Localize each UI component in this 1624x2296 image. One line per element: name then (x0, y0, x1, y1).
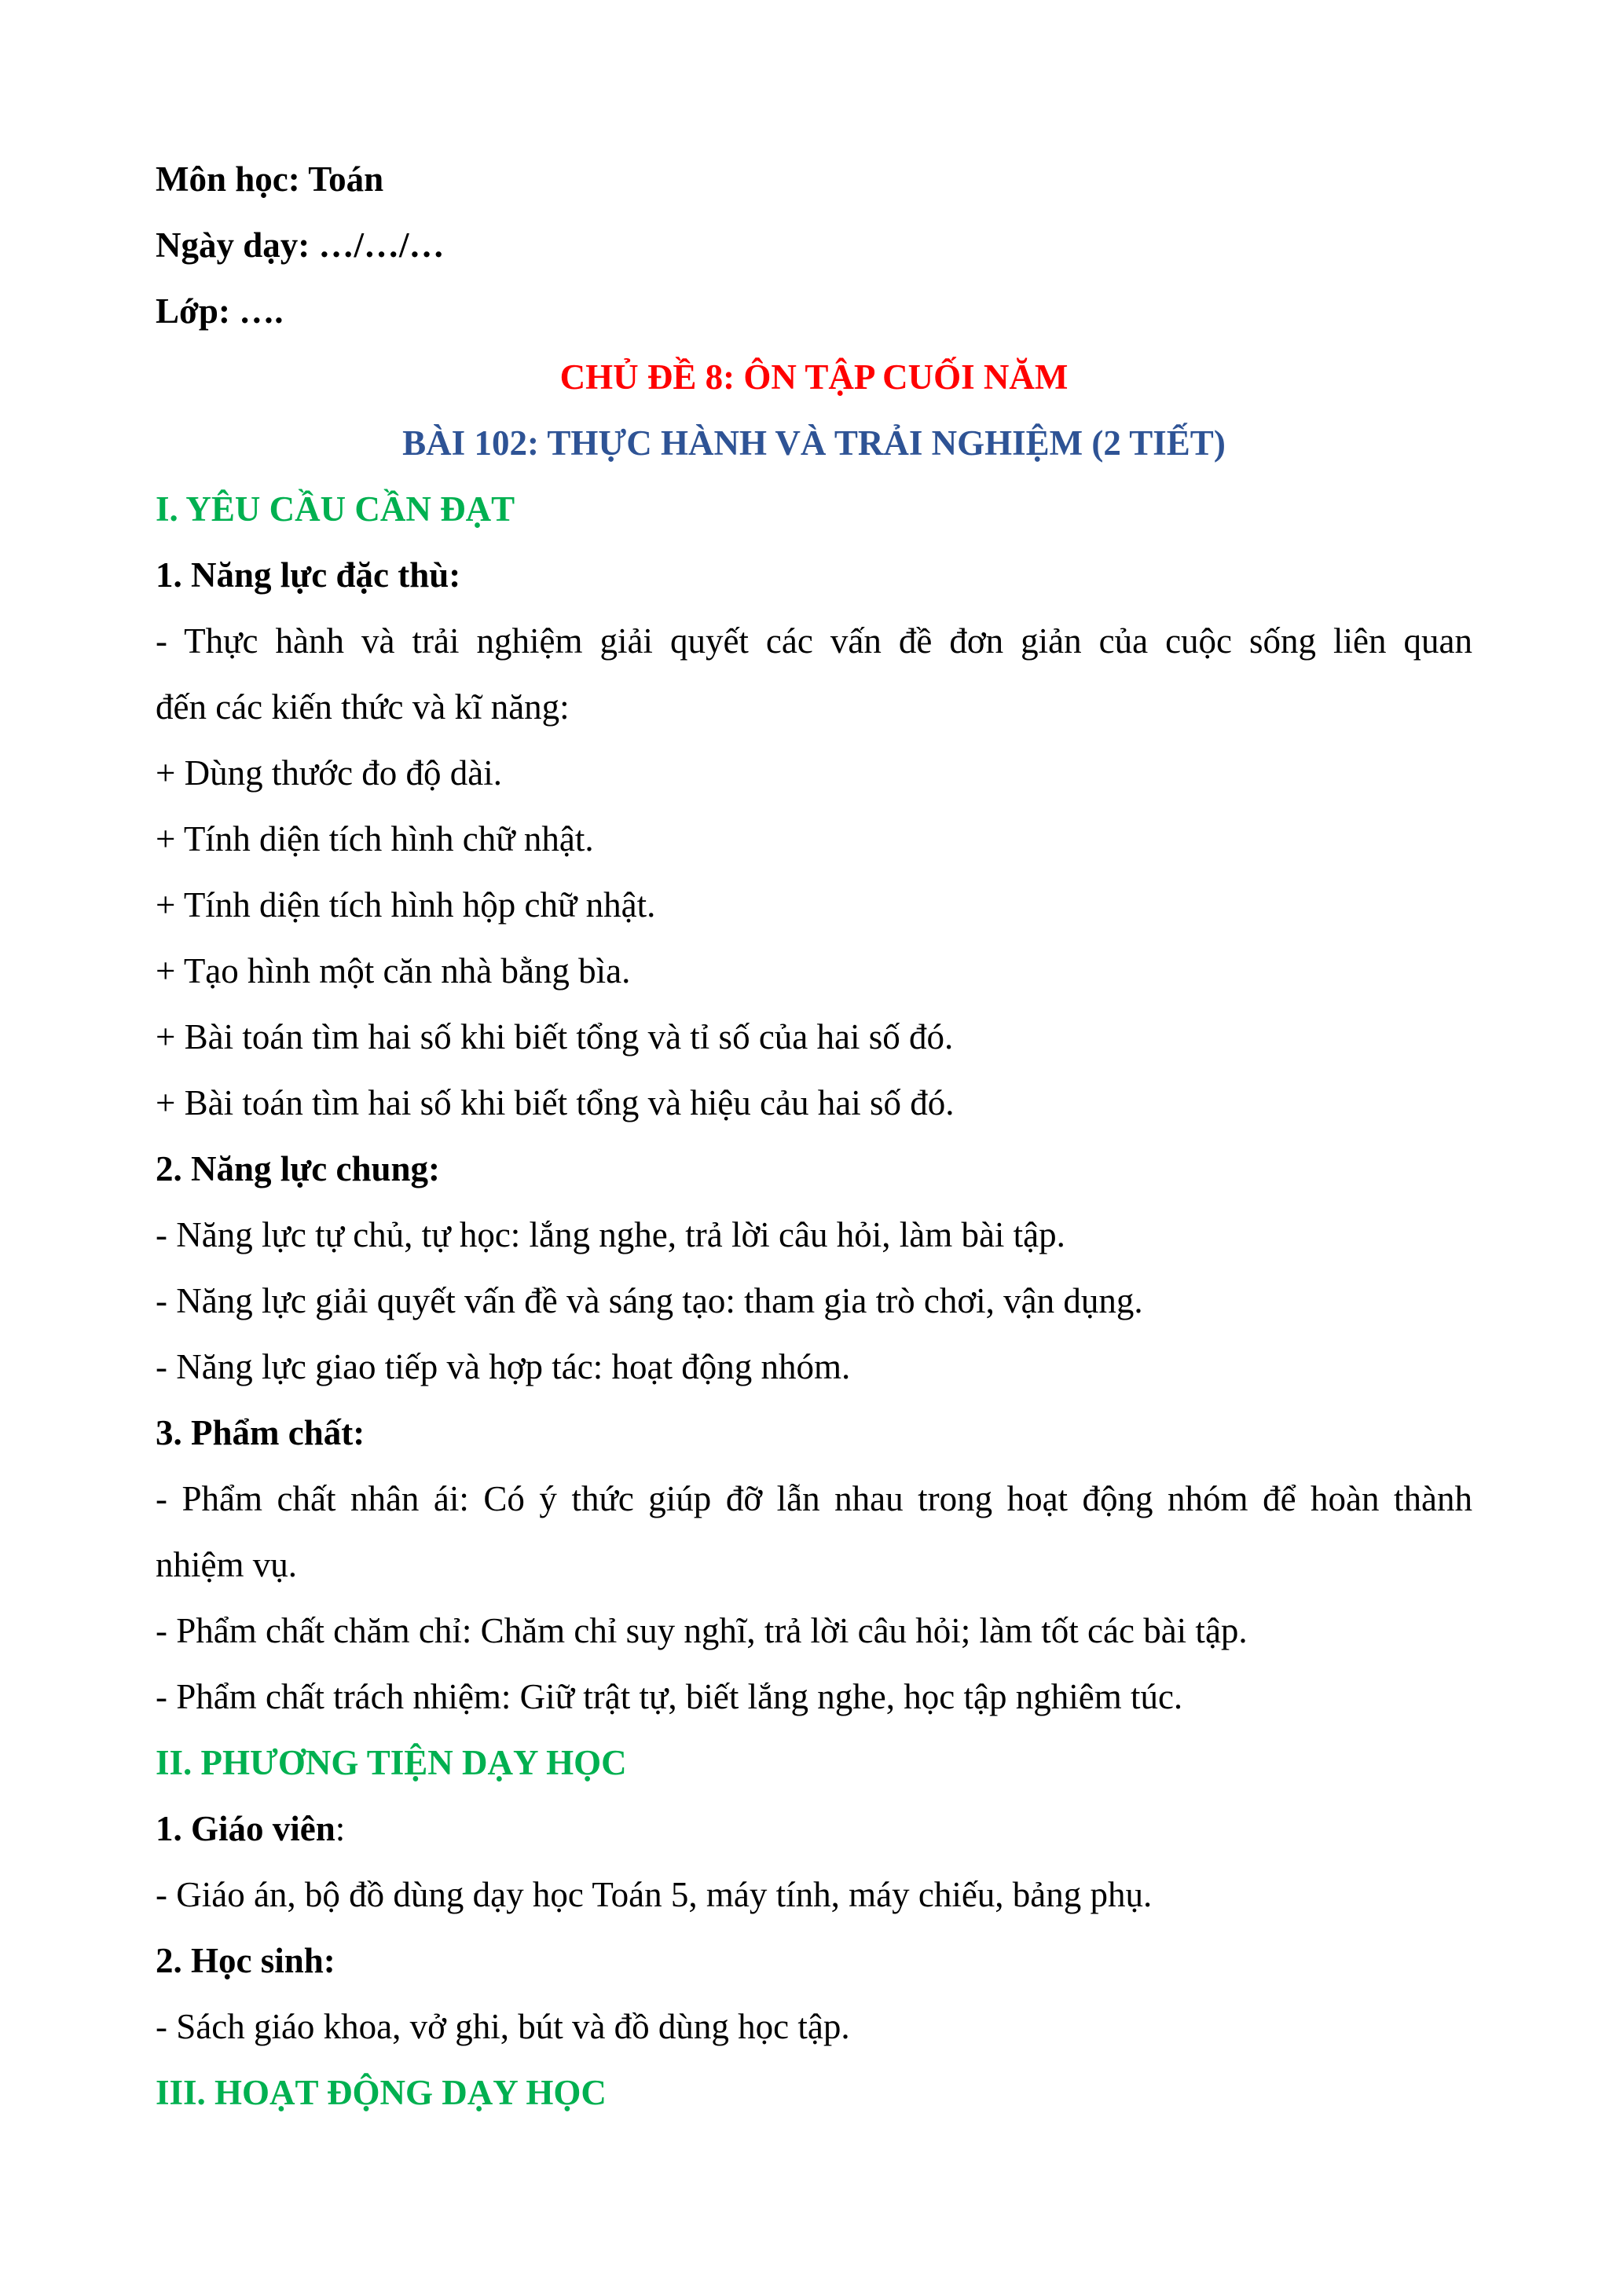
subsection-heading-teacher (156, 1796, 1472, 1862)
list-item: + Tính diện tích hình chữ nhật. (156, 819, 594, 859)
class-label: Lớp: (156, 291, 230, 331)
subsection-heading-qualities: 3. Phẩm chất: (156, 1413, 365, 1452)
date-label: Ngày dạy: (156, 225, 310, 265)
lesson-title: BÀI 102: THỰC HÀNH VÀ TRẢI NGHIỆM (2 TIẾT) (402, 423, 1226, 463)
paragraph-line: - Thực hành và trải nghiệm giải quyết các vấn đề đơn giản của cuộc sống liên quan (156, 621, 1472, 661)
subsection-heading-general-competence: 2. Năng lực chung: (156, 1149, 441, 1188)
document-page (156, 146, 1472, 2126)
teacher-heading-text: 1. Giáo viên (156, 1809, 335, 1848)
list-item: - Phẩm chất trách nhiệm: Giữ trật tự, biết lắng nghe, học tập nghiêm túc. (156, 1677, 1183, 1716)
class-value: …. (239, 291, 284, 331)
subject-value: Toán (308, 159, 384, 199)
subject-label: Môn học: (156, 159, 300, 199)
topic-title: CHỦ ĐỀ 8: ÔN TẬP CUỐI NĂM (559, 357, 1069, 397)
paragraph-line: đến các kiến thức và kĩ năng: (156, 687, 570, 727)
list-item: - Sách giáo khoa, vở ghi, bút và đồ dùng học tập. (156, 2007, 850, 2046)
date-value: …/…/… (318, 225, 445, 265)
section-heading-teaching-activities: III. HOẠT ĐỘNG DẠY HỌC (156, 2073, 607, 2112)
list-item: + Bài toán tìm hai số khi biết tổng và tỉ số của hai số đó. (156, 1017, 954, 1056)
subsection-heading-student: 2. Học sinh: (156, 1941, 335, 1980)
paragraph-line: - Phẩm chất nhân ái: Có ý thức giúp đỡ lẫn nhau trong hoạt động nhóm để hoàn thành (156, 1479, 1472, 1518)
class-line (156, 278, 1472, 344)
subject-line (156, 146, 1472, 212)
list-item: + Bài toán tìm hai số khi biết tổng và hiệu cảu hai số đó. (156, 1083, 955, 1122)
list-item: - Năng lực giải quyết vấn đề và sáng tạo: tham gia trò chơi, vận dụng. (156, 1281, 1143, 1320)
list-item: + Tạo hình một căn nhà bằng bìa. (156, 951, 631, 991)
list-item: - Năng lực giao tiếp và hợp tác: hoạt động nhóm. (156, 1347, 851, 1386)
list-item: + Tính diện tích hình hộp chữ nhật. (156, 885, 656, 925)
date-line (156, 212, 1472, 278)
section-heading-teaching-aids: II. PHƯƠNG TIỆN DẠY HỌC (156, 1743, 627, 1782)
list-item: - Phẩm chất chăm chỉ: Chăm chỉ suy nghĩ, trả lời câu hỏi; làm tốt các bài tập. (156, 1611, 1248, 1650)
list-item: - Năng lực tự chủ, tự học: lắng nghe, trả lời câu hỏi, làm bài tập. (156, 1215, 1065, 1254)
paragraph-line: nhiệm vụ. (156, 1545, 297, 1584)
teacher-heading-colon: : (335, 1809, 346, 1848)
list-item: + Dùng thước đo độ dài. (156, 753, 503, 793)
section-heading-requirements: I. YÊU CẦU CẦN ĐẠT (156, 489, 515, 529)
list-item: - Giáo án, bộ đồ dùng dạy học Toán 5, máy tính, máy chiếu, bảng phụ. (156, 1875, 1153, 1914)
subsection-heading-specific-competence: 1. Năng lực đặc thù: (156, 555, 461, 595)
